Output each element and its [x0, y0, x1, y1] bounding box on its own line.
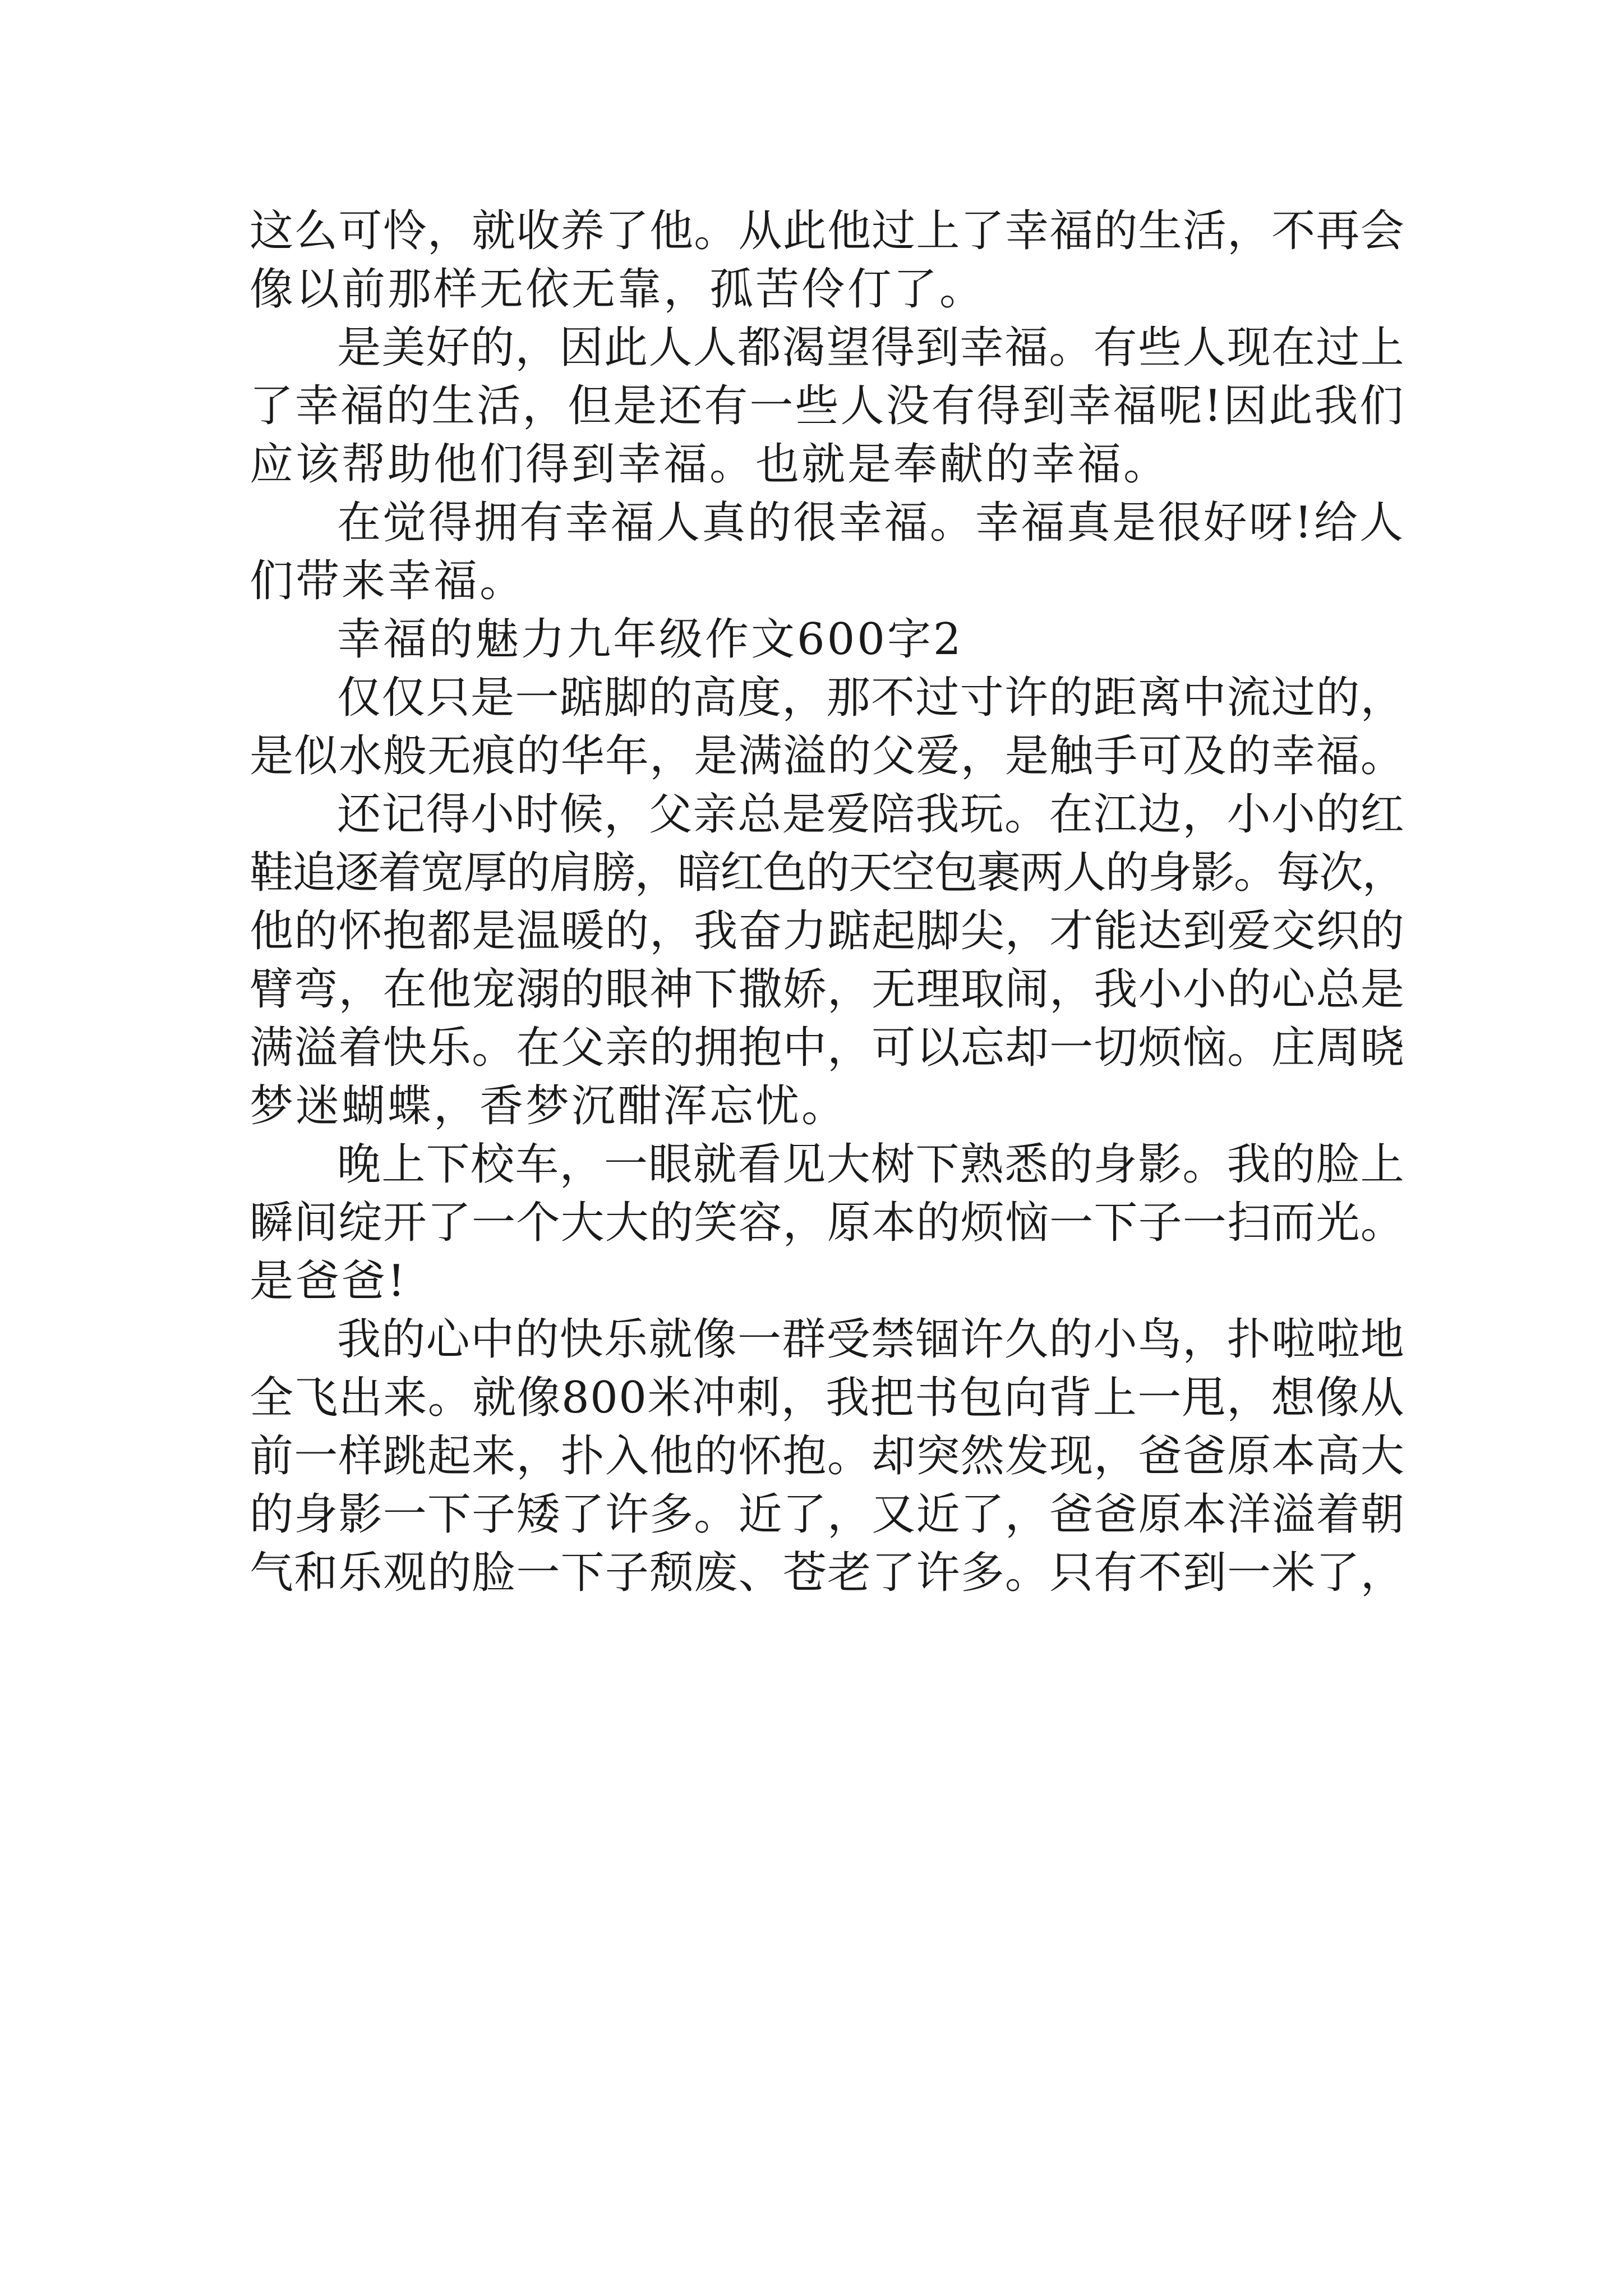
text-line: 鞋追逐着宽厚的肩膀，暗红色的天空包裹两人的身影。每次， — [250, 848, 1405, 898]
text-line: 这么可怜，就收养了他。从此他过上了幸福的生活，不再会 — [250, 206, 1405, 256]
text-line: 的身影一下子矮了许多。近了，又近了，爸爸原本洋溢着朝 — [250, 1489, 1405, 1540]
text-line: 前一样跳起来，扑入他的怀抱。却突然发现，爸爸原本高大 — [250, 1431, 1405, 1481]
document-body — [250, 202, 1405, 1602]
text-line: 气和乐观的脸一下子颓废、苍老了许多。只有不到一米了， — [250, 1548, 1405, 1598]
text-line: 像以前那样无依无靠，孤苦伶仃了。 — [250, 264, 986, 315]
text-line: 是似水般无痕的华年，是满溢的父爱，是触手可及的幸福。 — [250, 731, 1405, 781]
text-line: 还记得小时候，父亲总是爱陪我玩。在江边，小小的红 — [337, 789, 1405, 840]
text-line: 梦迷蝴蝶，香梦沉酣浑忘忧。 — [250, 1081, 848, 1131]
text-line: 满溢着快乐。在父亲的拥抱中，可以忘却一切烦恼。庄周晓 — [250, 1023, 1405, 1073]
text-line: 我的心中的快乐就像一群受禁锢许久的小鸟，扑啦啦地 — [337, 1314, 1405, 1365]
text-line: 臂弯，在他宠溺的眼神下撒娇，无理取闹，我小小的心总是 — [250, 964, 1405, 1015]
text-line: 仅仅只是一踮脚的高度，那不过寸许的距离中流过的， — [337, 673, 1405, 723]
text-line: 全飞出来。就像800米冲刺，我把书包向背上一甩，想像从 — [250, 1373, 1405, 1423]
text-line: 是美好的，因此人人都渴望得到幸福。有些人现在过上 — [337, 323, 1405, 373]
text-line: 幸福的魅力九年级作文600字2 — [337, 614, 963, 665]
text-line: 应该帮助他们得到幸福。也就是奉献的幸福。 — [250, 439, 1170, 490]
text-line: 是爸爸! — [250, 1256, 408, 1306]
text-line: 了幸福的生活，但是还有一些人没有得到幸福呢!因此我们 — [250, 381, 1405, 431]
text-line: 晚上下校车，一眼就看见大树下熟悉的身影。我的脸上 — [337, 1139, 1405, 1190]
text-line: 在觉得拥有幸福人真的很幸福。幸福真是很好呀!给人 — [337, 498, 1405, 548]
text-line: 们带来幸福。 — [250, 556, 526, 606]
text-line: 他的怀抱都是温暖的，我奋力踮起脚尖，才能达到爱交织的 — [250, 906, 1405, 956]
text-line: 瞬间绽开了一个大大的笑容，原本的烦恼一下子一扫而光。 — [250, 1198, 1405, 1248]
